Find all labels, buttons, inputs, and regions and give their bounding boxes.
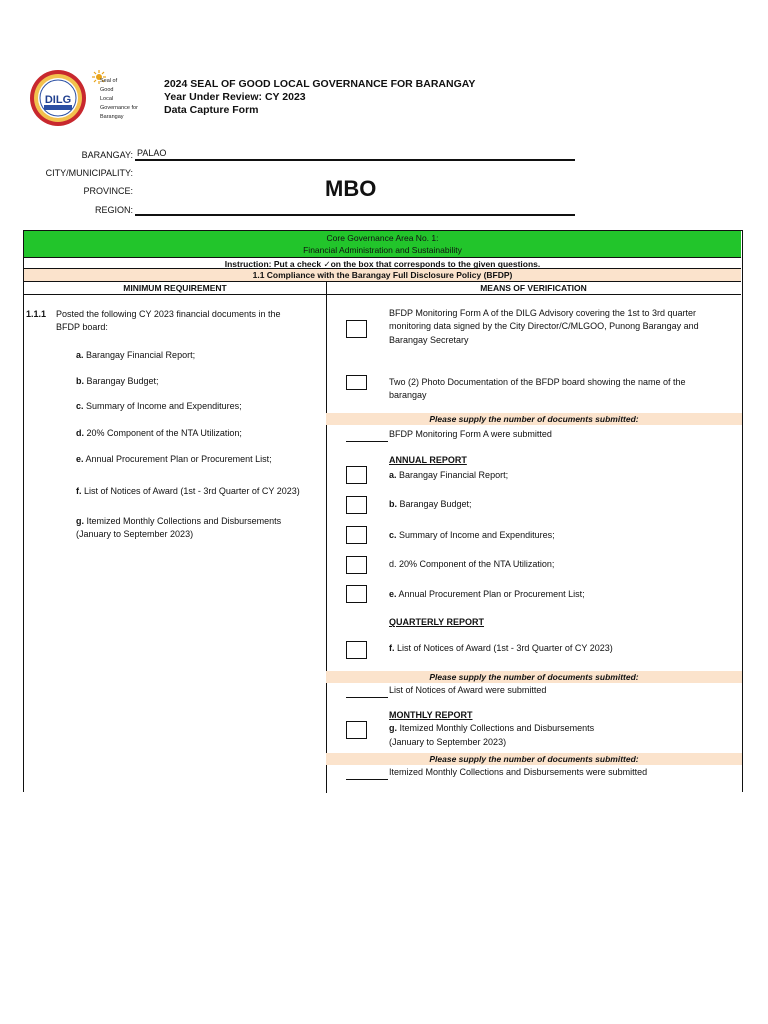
mov-form-a-line-3: Barangay Secretary [389,335,469,345]
annual-item: e. Annual Procurement Plan or Procurement List; [389,589,585,599]
mov-form-a-line-1: BFDP Monitoring Form A of the DILG Advisory covering the 1st to 3rd quarter [389,308,696,318]
instruction-text-a: Instruction: Put a check [224,259,324,269]
requirement-item: e. Annual Procurement Plan or Procurement List; [76,454,272,464]
monthly-item-continuation: (January to September 2023) [389,737,507,747]
monthly-item: g. Itemized Monthly Collections and Disbursements [389,723,595,733]
mov-photo-line-2: barangay [389,390,427,400]
form-name: Data Capture Form [164,104,259,116]
indicator-number: 1.1.1 [26,309,47,319]
checkbox-annual-procurement-plan[interactable] [346,585,367,603]
instruction-text-b: on the box that corresponds to the given questions. [330,259,541,269]
supply-prompt: Please supply the number of documents submitted: [326,413,742,425]
checkbox-annual-income-expenditures[interactable] [346,526,367,544]
requirement-item-continuation: (January to September 2023) [76,529,194,539]
indicator-title: 1.1 Compliance with the Barangay Full Disclosure Policy (BFDP) [24,269,741,282]
supply-prompt: Please supply the number of documents submitted: [326,753,742,765]
requirement-lead-line-2: BFDP board: [56,322,108,332]
checkbox-quarterly-notices-of-award[interactable] [346,641,367,659]
cga-line-2: Financial Administration and Sustainability [303,245,462,255]
annual-item: c. Summary of Income and Expenditures; [389,530,555,540]
annual-item: d. 20% Component of the NTA Utilization; [389,559,555,569]
column-divider [326,282,327,793]
requirement-item: b. Barangay Budget; [76,376,159,386]
count-blank-form-a[interactable] [346,441,388,442]
seal-line: Good [100,87,114,93]
mov-form-a-line-2: monitoring data signed by the City Director/C/MLGOO, Punong Barangay and [389,321,699,331]
checkbox-annual-financial-report[interactable] [346,466,367,484]
checkbox-monthly-collections[interactable] [346,721,367,739]
requirement-item: a. Barangay Financial Report; [76,350,196,360]
quarterly-item: f. List of Notices of Award (1st - 3rd Quarter of CY 2023) [389,643,613,653]
requirement-item: d. 20% Component of the NTA Utilization; [76,428,242,438]
cga-line-1: Core Governance Area No. 1: [326,233,439,243]
monthly-submitted-label: Itemized Monthly Collections and Disbursements were submitted [389,767,648,777]
city-value[interactable]: MBO [325,176,377,201]
form-title: 2024 SEAL OF GOOD LOCAL GOVERNANCE FOR BARANGAY [164,78,476,90]
annual-report-heading: ANNUAL REPORT [389,455,467,465]
barangay-value[interactable]: PALAO [137,148,167,158]
seal-line: Barangay [100,114,124,120]
barangay-label: BARANGAY: [81,150,133,160]
notices-submitted-label: List of Notices of Award were submitted [389,685,547,695]
barangay-underline [135,159,575,161]
check-mark-icon: ✓ [323,259,331,269]
requirement-lead-line-1: Posted the following CY 2023 financial documents in the [56,309,281,319]
core-governance-area-band [24,231,741,257]
annual-item: b. Barangay Budget; [389,499,472,509]
region-label: REGION: [94,205,133,215]
checkbox-photo-documentation[interactable] [346,375,367,390]
seal-line: Governance for [100,105,138,111]
form-a-submitted-label: BFDP Monitoring Form A were submitted [389,429,552,439]
dilg-logo [29,69,87,127]
column-header-means-of-verification: MEANS OF VERIFICATION [326,282,741,295]
seal-line: Seal of [100,78,118,84]
count-blank-monthly[interactable] [346,779,388,780]
seal-of-good-local-governance-logo [92,70,152,126]
seal-line: Local [100,96,114,102]
checkbox-annual-nta-utilization[interactable] [346,556,367,574]
instruction-row [24,257,741,269]
city-label: CITY/MUNICIPALITY: [45,168,133,178]
mov-photo-line-1: Two (2) Photo Documentation of the BFDP board showing the name of the [389,377,686,387]
checkbox-annual-budget[interactable] [346,496,367,514]
count-blank-notices[interactable] [346,697,388,698]
supply-prompt: Please supply the number of documents submitted: [326,671,742,683]
checkbox-bfdp-form-a[interactable] [346,320,367,338]
requirement-item: c. Summary of Income and Expenditures; [76,401,242,411]
province-label: PROVINCE: [83,186,133,196]
requirement-item: g. Itemized Monthly Collections and Disbursements [76,516,282,526]
region-underline [135,214,575,216]
column-header-minimum-requirement: MINIMUM REQUIREMENT [24,282,326,295]
annual-item: a. Barangay Financial Report; [389,470,509,480]
quarterly-report-heading: QUARTERLY REPORT [389,617,485,627]
year-under-review: Year Under Review: CY 2023 [164,91,306,103]
monthly-report-heading: MONTHLY REPORT [389,710,473,720]
requirement-item: f. List of Notices of Award (1st - 3rd Quarter of CY 2023) [76,486,300,496]
dilg-logo-text: DILG [44,94,72,106]
